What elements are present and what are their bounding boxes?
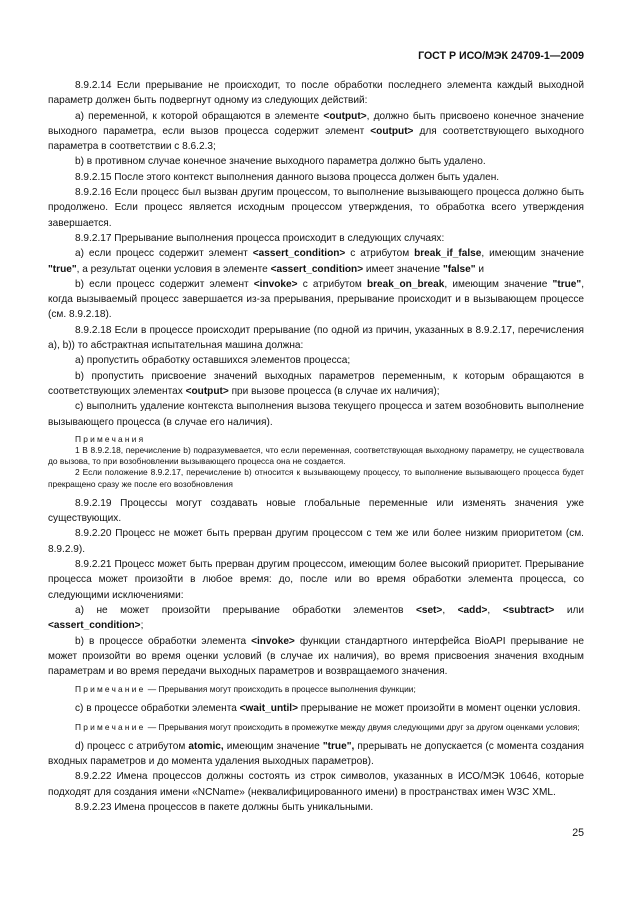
document-body [48,78,584,815]
list-item-output-b: b) в противном случае конечное значение выходного параметра должно быть удалено. [75,156,486,168]
list-item-skip-a: а) пропустить обработку оставшихся элементов процесса; [75,355,351,367]
list-item-skip-b: b) пропустить присвоение значений выходных параметров переменным, к которым обращаются в соответствующих элементах <output> при вызове процесса (в случае их наличия); [48,370,584,397]
paragraph-8-9-2-21: 8.9.2.21 Процесс может быть прерван другим процессом, имеющим более высокий приоритет. Прерывание процесса может произойти в любое время: до, после или во время обработки элемента процесса, со следующими исключениями: [48,559,584,601]
list-item-output-a: а) переменной, к которой обращаются в элементе <output>, должно быть присвоено конечное значение выходного параметра, если вызов процесса содержит элемент <output> для соответствующего выходного параметра в соответствии с 8.6.2.3; [48,110,585,153]
paragraph-8-9-2-18: 8.9.2.18 Если в процессе происходит прерывание (по одной из причин, указанных в 8.9.2.17, перечисления а), b)) то абстрактная испытательная машина должна: [48,324,584,352]
note-2: 2 Если положение 8.9.2.17, перечисление b) относится к вызывающему процессу, то выполнение вызывающего процесса будет прекращено сразу же после его возобновления [48,467,584,489]
document-header: ГОСТ Р ИСО/МЭК 24709-1—2009 [418,50,584,62]
list-item-exception-b: b) в процессе обработки элемента <invoke> функции стандартного интерфейса BioAPI прерывание не может произойти во время оценки условий (в случае их наличия), во время присвоения значения входным параметрам и во время передачи выходных параметров и возвращаемого значения. [48,635,584,678]
note-4: Примечание — Прерывания могут происходить в промежутке между двумя следующими друг за другом оценками условия; [75,721,580,732]
list-item-break-a: а) если процесс содержит элемент <assert_condition> с атрибутом break_if_false, имеющим значение "true", а результат оценки условия в элементе <assert_condition> имеет значение "false" и [48,248,584,275]
list-item-exception-a: а) не может произойти прерывание обработки элементов <set>, <add>, <subtract> или <assert_condition>; [48,604,584,632]
paragraph-8-9-2-22: 8.9.2.22 Имена процессов должны состоять из строк символов, указанных в ИСО/МЭК 10646, которые подходят для создания имени «NCName» (неквалифицированного имени) в пространствах имен W3C XML. [48,771,584,798]
list-item-exception-c: с) в процессе обработки элемента <wait_until> прерывание не может произойти в момент оценки условия. [75,703,581,715]
notes-block [48,434,584,490]
page-number: 25 [572,827,584,839]
note-1: 1 В 8.9.2.18, перечисление b) подразумевается, что если переменная, соответствующая выходному параметру, не существовала до вызова, то при возобновлении вызывающего процесса она не создается. [48,445,584,467]
paragraph-8-9-2-20: 8.9.2.20 Процесс не может быть прерван другим процессом с тем же или более низким приоритетом (см. 8.9.2.9). [48,528,584,555]
paragraph-8-9-2-14: 8.9.2.14 Если прерывание не происходит, то после обработки последнего элемента каждый выходной параметр должен быть подвергнут одному из следующих действий: [48,80,584,107]
list-item-break-b: b) если процесс содержит элемент <invoke> с атрибутом break_on_break, имеющим значение "true", когда вызываемый процесс завершается из-за прерывания, прерывание происходит и в вызывающем процессе (см. 8.9.2.18). [48,278,584,321]
paragraph-8-9-2-17: 8.9.2.17 Прерывание выполнения процесса происходит в следующих случаях: [75,232,445,244]
list-item-exception-d: d) процесс с атрибутом atomic, имеющим значение "true", прерывать не допускается (с момента создания входных параметров и до момента удаления выходных параметров). [48,740,585,767]
paragraph-8-9-2-19: 8.9.2.19 Процессы могут создавать новые глобальные переменные или изменять значения уже существующих. [48,497,584,525]
notes-title: Примечания [75,433,146,444]
list-item-skip-c: с) выполнить удаление контекста выполнения вызова текущего процесса и затем возобновить выполнение вызывающего процесса (в случае его наличия). [48,401,584,428]
note-3: Примечание — Прерывания могут происходить в процессе выполнения функции; [75,684,416,695]
paragraph-8-9-2-15: 8.9.2.15 После этого контекст выполнения данного вызова процесса должен быть удален. [75,171,500,183]
paragraph-8-9-2-16: 8.9.2.16 Если процесс был вызван другим процессом, то выполнение вызывающего процесса должно быть продолжено. Если процесс является исходным процессом утверждения, то обработка всего утверждения завершается. [48,187,584,229]
paragraph-8-9-2-23: 8.9.2.23 Имена процессов в пакете должны быть уникальными. [75,801,374,813]
